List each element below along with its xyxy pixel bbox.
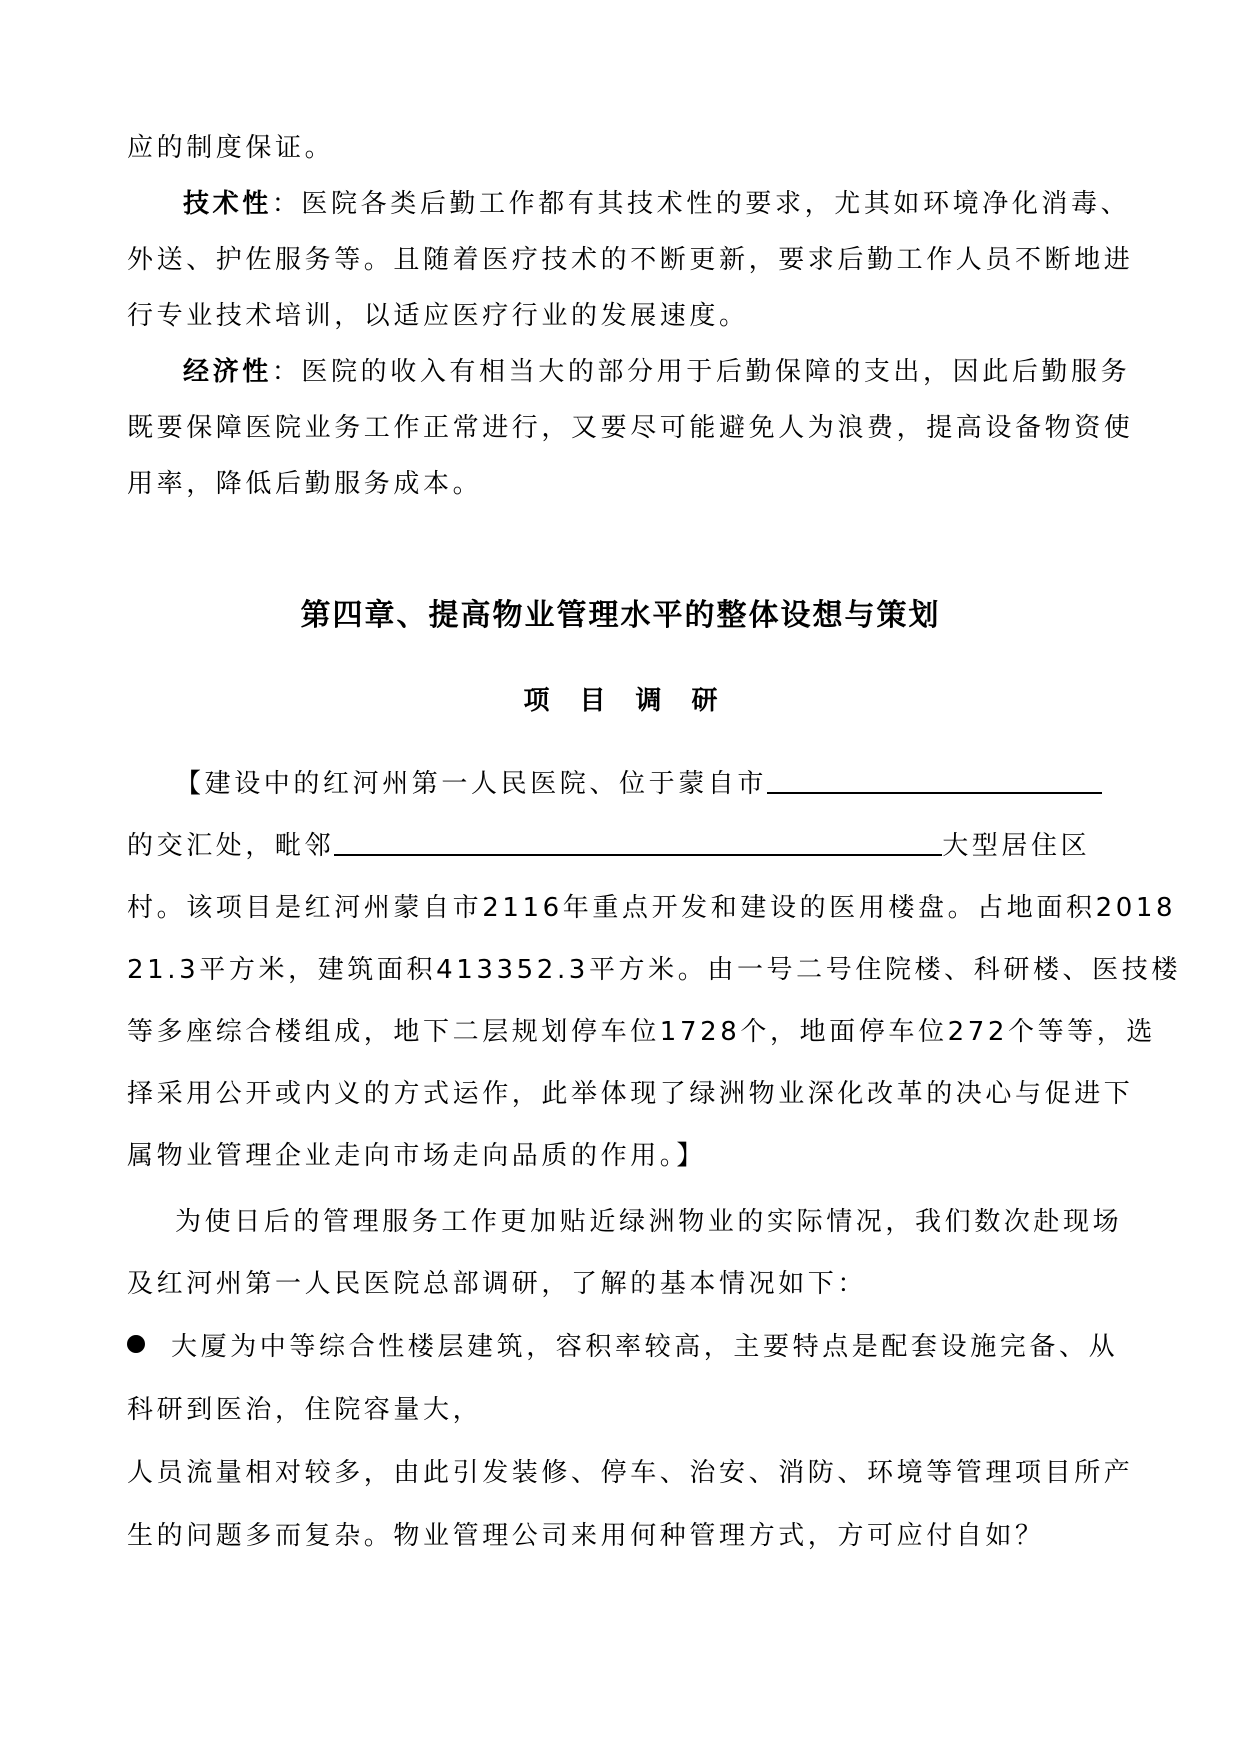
project-line-5: 等多座综合楼组成，地下二层规划停车位1728个，地面停车位272个等等，选 [127,1017,1156,1047]
bullet-line-1 [127,1327,1118,1367]
project-line-2 [127,826,1090,866]
technical-label: 技术性 [183,189,272,219]
project-line-1 [175,764,1102,804]
economic-line-1 [183,352,1130,392]
blank-road-names [767,766,1102,794]
intro-line: 应的制度保证。 [127,133,335,163]
bullet-line-2: 科研到医治，住院容量大， [127,1395,483,1425]
survey-line-1: 为使日后的管理服务工作更加贴近绿洲物业的实际情况，我们数次赴现场 [175,1207,1123,1237]
economic-text-1: ：医院的收入有相当大的部分用于后勤保障的支出，因此后勤服务 [271,357,1131,387]
survey-line-2: 及红河州第一人民医院总部调研，了解的基本情况如下： [127,1269,868,1299]
bullet-line-3: 人员流量相对较多，由此引发装修、停车、治安、消防、环境等管理项目所产 [127,1458,1134,1488]
economic-line-3: 用率，降低后勤服务成本。 [127,469,483,499]
bullet-line-4: 生的问题多而复杂。物业管理公司来用何种管理方式，方可应付自如？ [127,1521,1045,1551]
bullet-text-1: 大厦为中等综合性楼层建筑，容积率较高，主要特点是配套设施完备、从 [171,1332,1119,1362]
technical-line-1 [183,184,1130,224]
technical-text-1: ：医院各类后勤工作都有其技术性的要求，尤其如环境净化消毒、 [271,189,1131,219]
economic-label: 经济性 [183,357,272,387]
chapter-title: 第四章、提高物业管理水平的整体设想与策划 [300,598,941,633]
project-line-6: 择采用公开或内义的方式运作，此举体现了绿洲物业深化改革的决心与促进下 [127,1079,1134,1109]
technical-line-3: 行专业技术培训，以适应医疗行业的发展速度。 [127,301,749,331]
bullet-icon [127,1335,145,1353]
technical-line-2: 外送、护佐服务等。且随着医疗技术的不断更新，要求后勤工作人员不断地进 [127,245,1134,275]
project-line-7: 属物业管理企业走向市场走向品质的作用。】 [127,1141,707,1171]
economic-line-2: 既要保障医院业务工作正常进行，又要尽可能避免人为浪费，提高设备物资使 [127,413,1134,443]
project-line-4: 21.3平方米，建筑面积413352.3平方米。由一号二号住院楼、科研楼、医技楼 [127,955,1181,985]
project-text-1: 【建设中的红河州第一人民医院、位于蒙自市 [175,769,768,799]
project-line-3: 村。该项目是红河州蒙自市2116年重点开发和建设的医用楼盘。占地面积2018 [127,893,1177,923]
section-title: 项目调研 [523,686,748,716]
project-text-2a: 的交汇处，毗邻 [127,831,335,861]
project-text-2b: 大型居住区 [942,831,1091,861]
blank-neighborhood [334,828,942,856]
